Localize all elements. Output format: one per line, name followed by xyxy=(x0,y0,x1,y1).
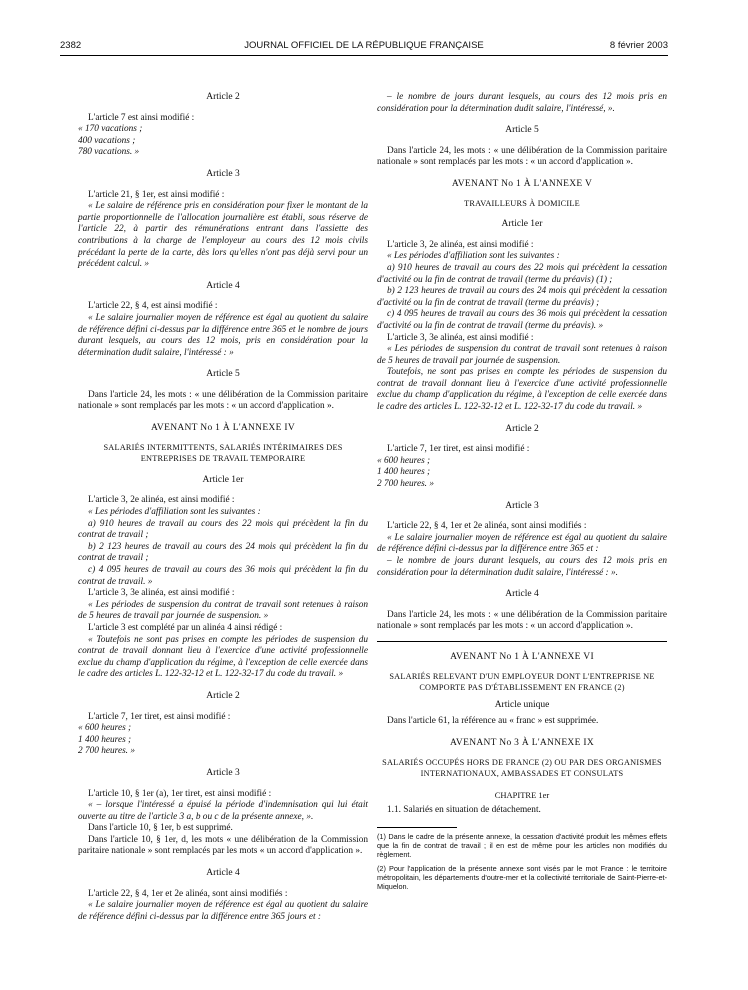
paragraph: « Les périodes d'affiliation sont les suivantes : xyxy=(387,251,560,262)
list-item: 400 vacations ; xyxy=(78,135,136,146)
paragraph: « Le salaire journalier moyen de référence est égal au quotient du salaire de référence défini ci-dessus par la différence entre 365 jours et : xyxy=(78,900,368,922)
paragraph: « Toutefois ne sont pas prises en compte les périodes de suspension du contrat de travail donnant lieu à l'exercice d'une activité professionnelle exclue du champ d'application du régime, à l'exception de celle exercée dans le cadre des articles L. 122-32-12 et L. 122-32-17 du code du travail. » xyxy=(78,634,368,680)
amendment-subtitle: SALARIÉS INTERMITTENTS, SALARIÉS INTÉRIMAIRES DES ENTREPRISES DE TRAVAIL TEMPORAIRE xyxy=(103,442,343,464)
article-heading: Article 3 xyxy=(206,767,240,778)
list-item: 1 400 heures ; xyxy=(78,734,132,745)
paragraph: b) 2 123 heures de travail au cours des 24 mois qui précèdent la cessation d'activité ou la fin de contrat de travail (terme du préavis) ; xyxy=(377,286,667,308)
paragraph: c) 4 095 heures de travail au cours des 36 mois qui précèdent la cessation d'activité ou la fin de contrat de travail (terme du préavis). » xyxy=(377,309,667,331)
footnote: (1) Dans le cadre de la présente annexe, la cessation d'activité produit les mêmes effets que la fin de contrat de travail ; il en est de même pour les articles non modifiés du règlement. xyxy=(377,831,667,860)
amendment-title: AVENANT No 1 À L'ANNEXE IV xyxy=(151,423,295,434)
list-item: « 600 heures ; xyxy=(78,723,132,734)
chapter-heading: CHAPITRE 1er xyxy=(494,789,550,800)
paragraph: Dans l'article 61, la référence au « franc » est supprimée. xyxy=(387,716,599,727)
paragraph: « Les périodes de suspension du contrat de travail sont retenues à raison de 5 heures de travail par journée de suspension. xyxy=(377,344,667,366)
right-column xyxy=(377,92,667,895)
list-item: 1 400 heures ; xyxy=(377,467,431,478)
paragraph: « Le salaire journalier moyen de référence est égal au quotient du salaire de référence défini ci-dessus par la différence entre 365 et : xyxy=(377,532,667,555)
list-item: 780 vacations. » xyxy=(78,147,140,158)
article-heading: Article 1er xyxy=(202,474,244,485)
paragraph: « Les périodes d'affiliation sont les suivantes : xyxy=(88,507,261,518)
amendment-subtitle: SALARIÉS RELEVANT D'UN EMPLOYEUR DONT L'ENTREPRISE NE COMPORTE PAS D'ÉTABLISSEMENT EN FRANCE (2) xyxy=(389,671,655,693)
list-item: 2 700 heures. » xyxy=(377,479,434,490)
paragraph: a) 910 heures de travail au cours des 22 mois qui précèdent la fin du contrat de travail ; xyxy=(78,518,368,541)
page-header xyxy=(60,40,668,54)
paragraph: L'article 7 est ainsi modifié : xyxy=(88,112,195,123)
paragraph: b) 2 123 heures de travail au cours des 24 mois qui précèdent la fin du contrat de travail ; xyxy=(78,541,368,564)
paragraph: Toutefois, ne sont pas prises en compte les périodes de suspension du contrat de travail donnant lieu à l'exercice d'une activité professionnelle exclue du champ d'application du régime, à l'exception de celle exercée dans le cadre des articles L. 122-32-12 et L. 122-32-17 du code du travail. » xyxy=(377,367,667,413)
list-item: 2 700 heures. » xyxy=(78,746,135,757)
paragraph: Dans l'article 24, les mots : « une délibération de la Commission paritaire nationale » sont remplacés par les mots : « un accord d'application ». xyxy=(78,389,368,412)
footnote-rule xyxy=(377,827,457,828)
left-column xyxy=(78,92,368,923)
article-heading: Article 4 xyxy=(505,589,539,600)
paragraph: « Les périodes de suspension du contrat de travail sont retenues à raison de 5 heures de travail par journée de suspension. » xyxy=(78,599,368,622)
article-heading: Article 3 xyxy=(206,168,240,179)
paragraph: L'article 3, 3e alinéa, est ainsi modifié : xyxy=(387,332,534,343)
paragraph: L'article 3, 3e alinéa, est ainsi modifié : xyxy=(88,588,235,599)
amendment-title: AVENANT No 1 À L'ANNEXE VI xyxy=(450,651,594,662)
paragraph: a) 910 heures de travail au cours des 22 mois qui précèdent la cessation d'activité ou la fin de contrat de travail (terme du préavis) (1) ; xyxy=(377,262,667,285)
paragraph: L'article 7, 1er tiret, est ainsi modifié : xyxy=(88,711,231,722)
article-heading: Article 1er xyxy=(501,219,543,230)
journal-title: JOURNAL OFFICIEL DE LA RÉPUBLIQUE FRANÇAISE xyxy=(244,40,484,51)
paragraph: L'article 3, 2e alinéa, est ainsi modifié : xyxy=(88,495,235,506)
paragraph: « Le salaire journalier moyen de référence est égal au quotient du salaire de référence défini ci-dessus par la différence entre 365 et le nombre de jours durant lesquels, au cours des 12 mois, pris en considération pour la détermination dudit salaire, l'intéressé : » xyxy=(78,312,368,358)
paragraph: Dans l'article 24, les mots : « une délibération de la Commission paritaire nationale » sont remplacés par les mots : « un accord d'application ». xyxy=(377,145,667,168)
amendment-title: AVENANT No 1 À L'ANNEXE V xyxy=(451,178,593,189)
paragraph: Dans l'article 10, § 1er, b est supprimé. xyxy=(88,823,233,834)
paragraph: L'article 22, § 4, 1er et 2e alinéa, sont ainsi modifiés : xyxy=(387,521,587,532)
paragraph: c) 4 095 heures de travail au cours des 36 mois qui précèdent la fin du contrat de travail. » xyxy=(78,565,368,587)
article-heading: Article 4 xyxy=(206,868,240,879)
paragraph: – le nombre de jours durant lesquels, au cours des 12 mois pris en considération pour la détermination dudit salaire, l'intéressé : ». xyxy=(377,556,667,578)
footnote: (2) Pour l'application de la présente annexe sont visés par le mot France : le territoire métropolitain, les départements d'outre-mer et la collectivité territoriale de Saint-Pierre-et-Miquelon. xyxy=(377,863,667,891)
paragraph: L'article 3 est complété par un alinéa 4 ainsi rédigé : xyxy=(88,622,283,633)
header-rule xyxy=(60,55,668,56)
paragraph: Dans l'article 10, § 1er, d, les mots « une délibération de la Commission paritaire nationale » sont remplacés par les mots « un accord d'application ». xyxy=(78,834,368,857)
article-heading: Article 2 xyxy=(206,690,240,701)
paragraph: – le nombre de jours durant lesquels, au cours des 12 mois pris en considération pour la détermination dudit salaire, l'intéressé, ». xyxy=(377,92,667,114)
amendment-subtitle: SALARIÉS OCCUPÉS HORS DE FRANCE (2) OU PAR DES ORGANISMES INTERNATIONAUX, AMBASSADES ET CONSULATS xyxy=(382,757,662,779)
paragraph: L'article 22, § 4, est ainsi modifié : xyxy=(88,301,218,312)
list-item: « 170 vacations ; xyxy=(78,124,143,135)
amendment-subtitle: TRAVAILLEURS À DOMICILE xyxy=(464,198,580,208)
article-heading: Article 2 xyxy=(505,423,539,434)
paragraph: « – lorsque l'intéressé a épuisé la période d'indemnisation qui lui était ouverte au titre de l'article 3 a, b ou c de la présente annexe, ». xyxy=(78,800,368,822)
issue-date: 8 février 2003 xyxy=(609,40,668,51)
paragraph: L'article 3, 2e alinéa, est ainsi modifié : xyxy=(387,239,534,250)
article-heading: Article 4 xyxy=(206,280,240,291)
article-heading: Article 2 xyxy=(206,92,240,102)
paragraph: L'article 10, § 1er (a), 1er tiret, est ainsi modifié : xyxy=(88,788,272,799)
article-heading: Article 3 xyxy=(505,500,539,511)
page-number: 2382 xyxy=(60,40,82,51)
amendment-title: AVENANT No 3 À L'ANNEXE IX xyxy=(450,737,594,748)
section-heading: 1.1. Salariés en situation de détachement. xyxy=(387,805,541,816)
paragraph: L'article 22, § 4, 1er et 2e alinéa, sont ainsi modifiés : xyxy=(88,888,288,899)
section-divider xyxy=(377,641,667,642)
article-heading: Article 5 xyxy=(505,125,539,136)
paragraph: « Le salaire de référence pris en considération pour fixer le montant de la partie proportionnelle de l'allocation journalière est établi, sous réserve de l'article 22, à partir des rémunérations entrant dans l'assiette des contributions à la charge de l'employeur au cours des 12 mois civils précédant la perte de la carte, dès lors qu'elles n'ont pas déjà servi pour un précédent calcul. » xyxy=(78,201,368,270)
paragraph: L'article 21, § 1er, est ainsi modifié : xyxy=(88,189,225,200)
paragraph: Dans l'article 24, les mots : « une délibération de la Commission paritaire nationale » sont remplacés par les mots : « un accord d'application ». xyxy=(377,609,667,632)
article-heading: Article unique xyxy=(494,699,550,710)
list-item: « 600 heures ; xyxy=(377,455,431,466)
article-heading: Article 5 xyxy=(206,369,240,380)
paragraph: L'article 7, 1er tiret, est ainsi modifié : xyxy=(387,444,530,455)
